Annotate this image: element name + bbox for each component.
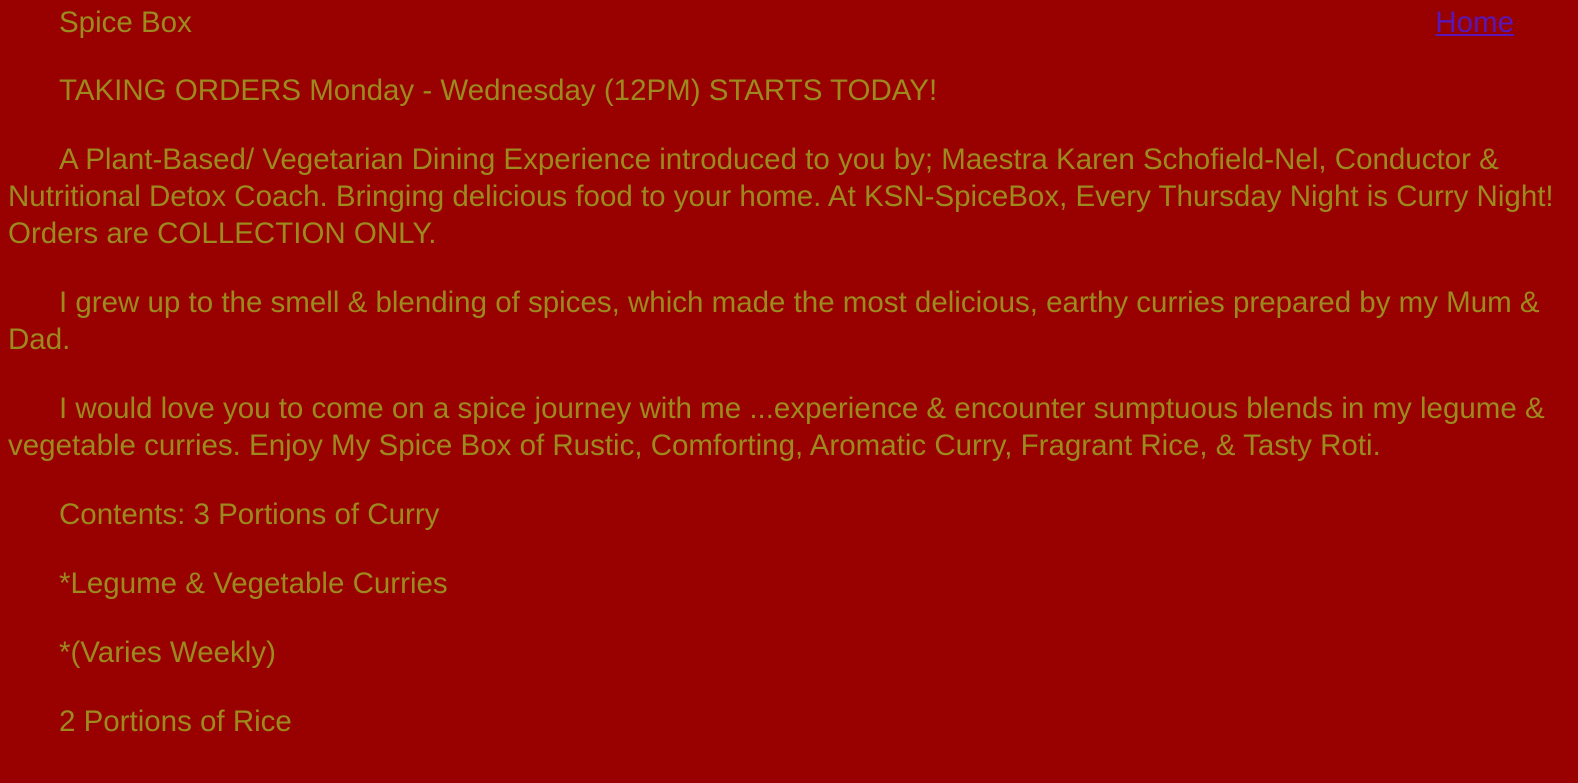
announcement-text: TAKING ORDERS Monday - Wednesday (12PM) STARTS TODAY! [59,74,938,107]
rice-portions-text: 2 Portions of Rice [59,705,292,738]
invitation-paragraph: I would love you to come on a spice journey with me ...experience & encounter sumptuous blends in my legume & vegetable curries. Enjoy My Spice Box of Rustic, Comforting, Aromatic Curry, Fragrant Rice, & Tasty Roti. [8,392,1545,462]
contents-heading: Contents: 3 Portions of Curry [59,498,440,531]
intro-paragraph: A Plant-Based/ Vegetarian Dining Experience introduced to you by; Maestra Karen Schofield-Nel, Conductor & Nutritional Detox Coach. Bringing delicious food to your home. At KSN-SpiceBox, Every Thursday Night is Curry Night! Orders are COLLECTION ONLY. [8,143,1554,250]
curry-type-text: *Legume & Vegetable Curries [59,567,448,600]
page-content [8,4,1573,772]
curry-note-text: *(Varies Weekly) [59,636,276,669]
site-title: Spice Box [59,6,192,39]
home-link[interactable]: Home [1435,6,1514,39]
story-paragraph: I grew up to the smell & blending of spices, which made the most delicious, earthy curries prepared by my Mum & Dad. [8,286,1540,356]
